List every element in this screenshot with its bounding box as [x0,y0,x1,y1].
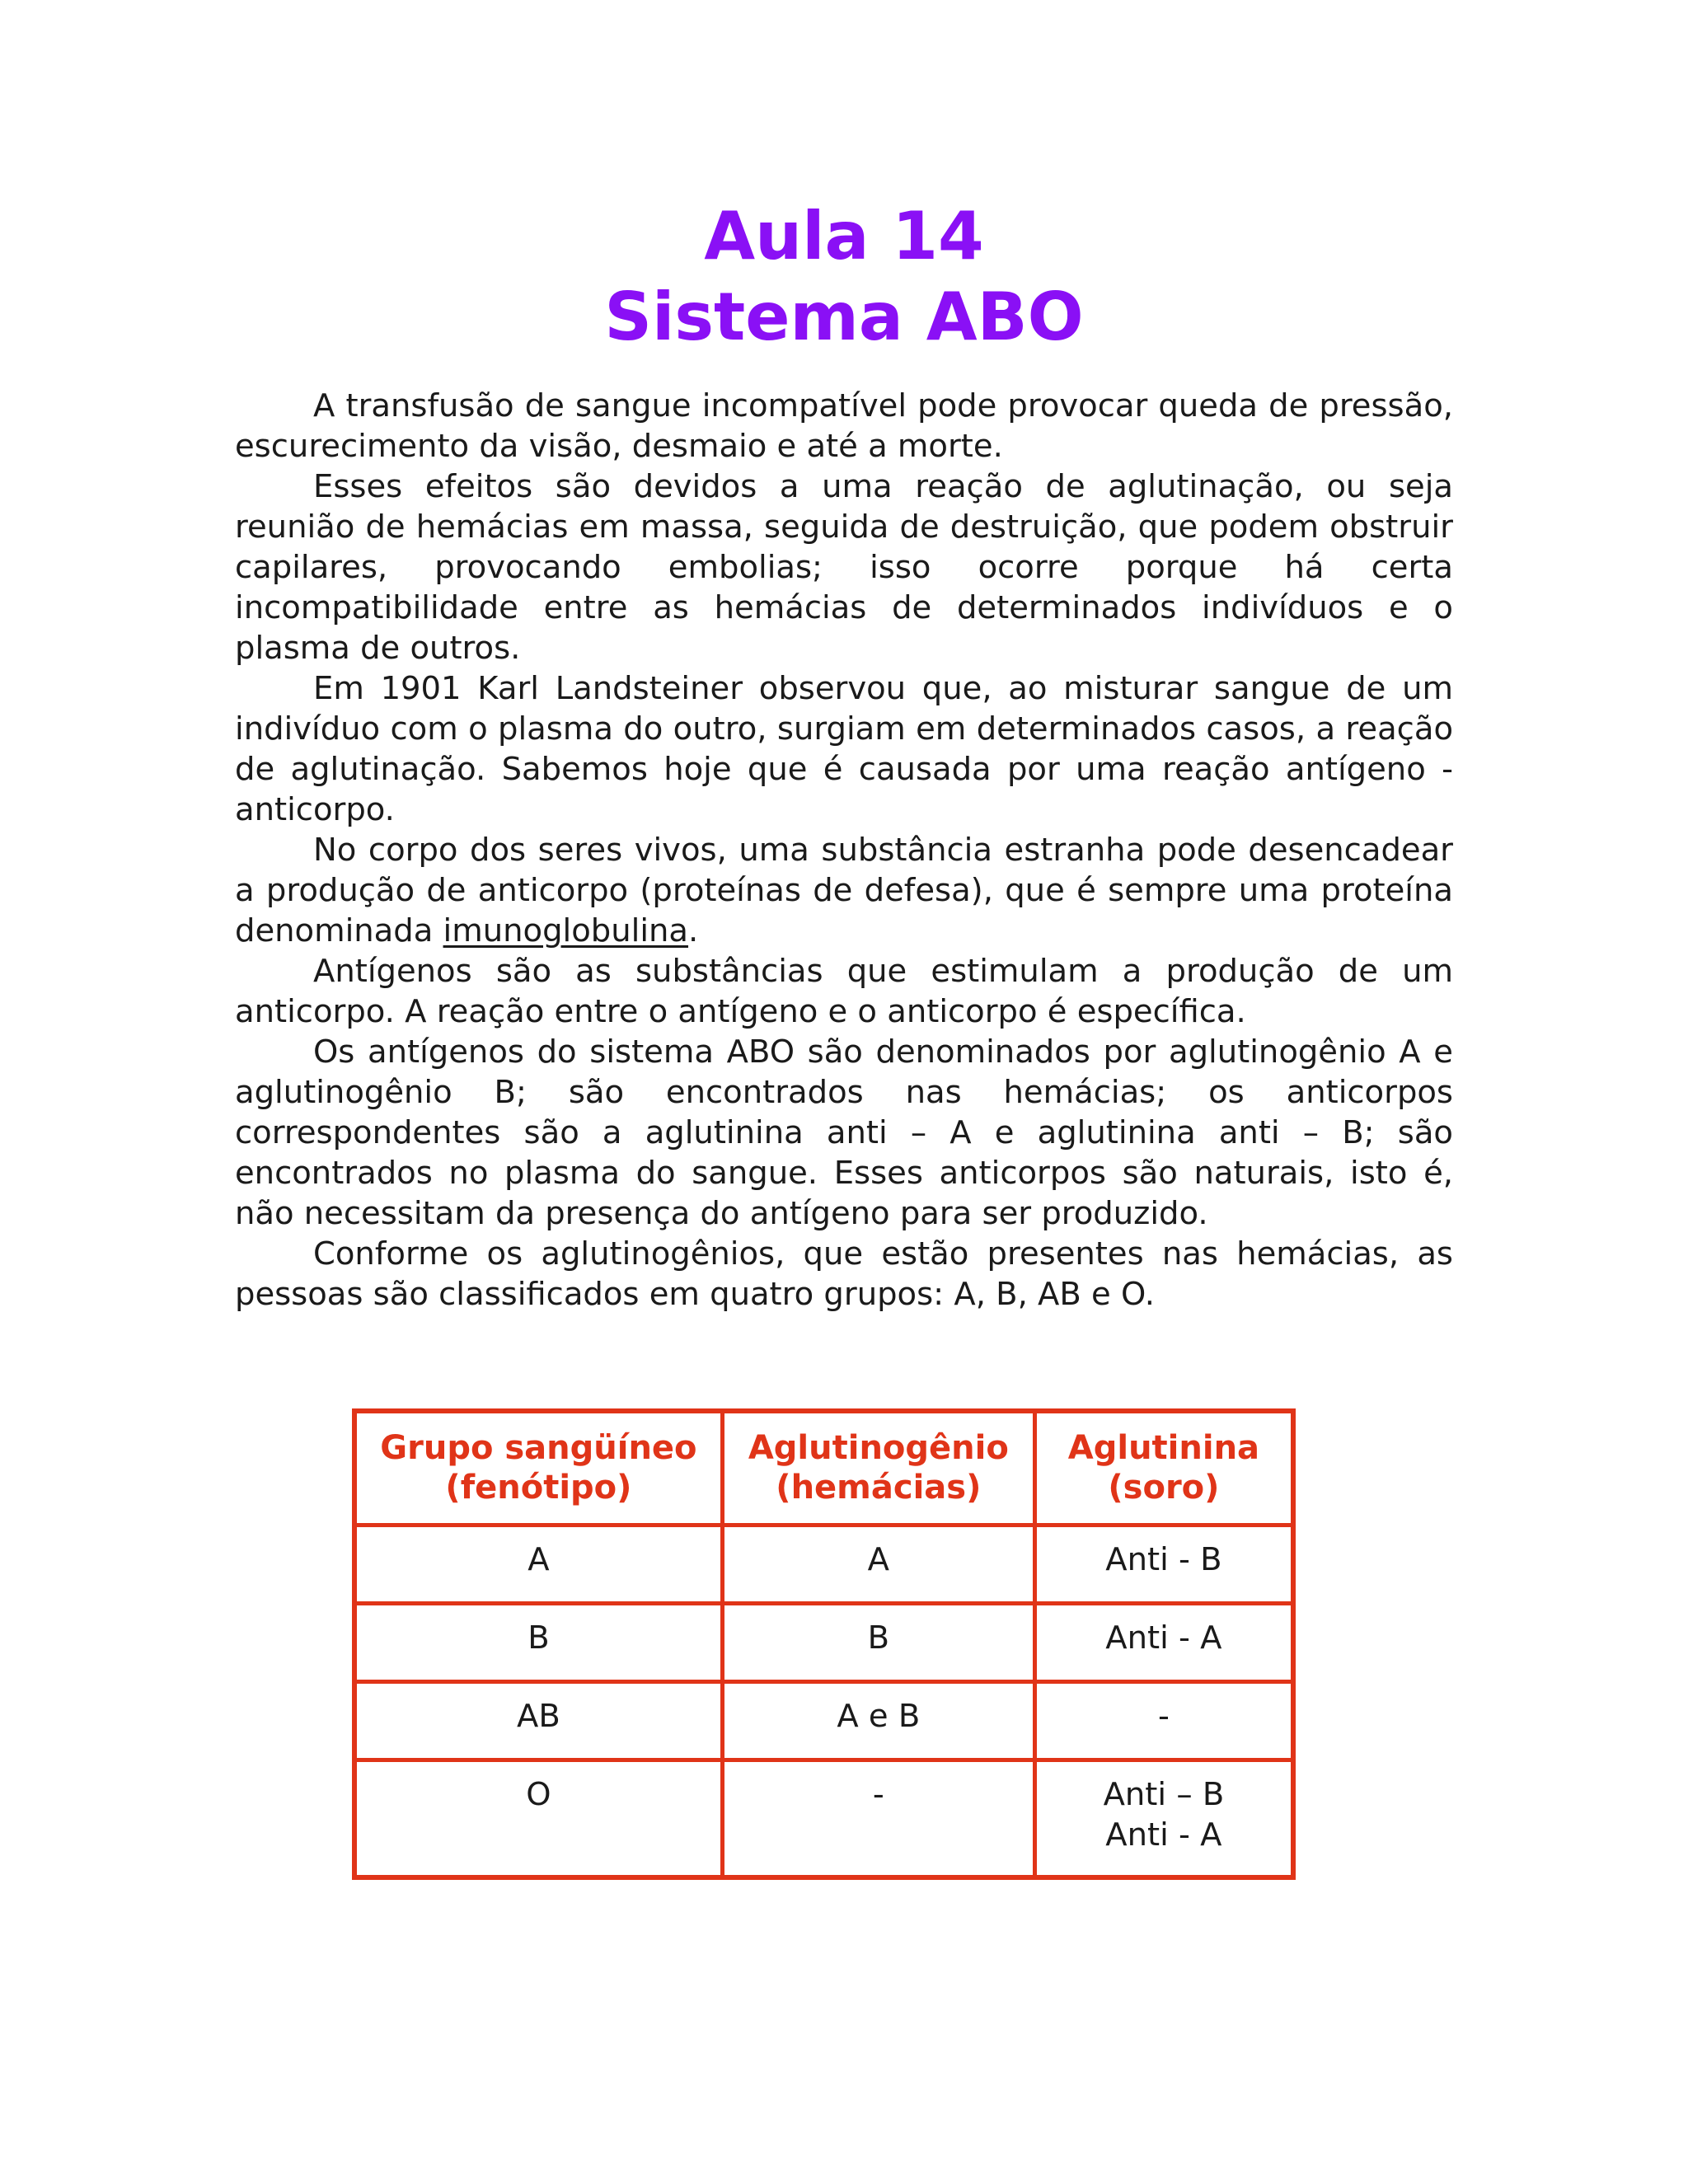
cell-grupo: A [354,1525,722,1603]
paragraph [235,830,1453,951]
body-text [235,386,1453,1315]
imunoglobulina-link[interactable]: imunoglobulina [443,912,689,949]
cell-aglutinina: Anti - A [1034,1603,1293,1681]
cell-grupo: AB [354,1681,722,1760]
cell-aglutinogenio: - [722,1760,1034,1877]
table-row [354,1681,1293,1760]
page-subtitle: Sistema ABO [604,279,1084,355]
cell-grupo: B [354,1603,722,1681]
paragraph: Esses efeitos são devidos a uma reação de aglutinação, ou seja reunião de hemácias em massa, seguida de destruição, que podem obstruir capilares, provocando embolias; isso ocorre porque há certa incompatibilidade entre as hemácias de determinados indivíduos e o plasma de outros. [235,468,1453,667]
header-grupo [354,1411,722,1525]
header-aglutinina [1034,1411,1293,1525]
paragraph: Antígenos são as substâncias que estimulam a produção de um anticorpo. A reação entre o antígeno e o anticorpo é específica. [235,953,1453,1030]
cell-aglutinogenio: A e B [722,1681,1034,1760]
cell-aglutinina [1034,1760,1293,1877]
cell-grupo: O [354,1760,722,1877]
header-sublabel: (fenótipo) [445,1469,632,1507]
cell-aglutinina: Anti - B [1034,1525,1293,1603]
page-title: Aula 14 [704,198,984,274]
cell-line: Anti - A [1105,1816,1222,1854]
header-label: Grupo sangüíneo [380,1429,697,1467]
header-sublabel: (hemácias) [776,1469,982,1507]
header-aglutinogenio [722,1411,1034,1525]
paragraph: Em 1901 Karl Landsteiner observou que, ao misturar sangue de um indivíduo com o plasma do outro, surgiam em determinados casos, a reação de aglutinação. Sabemos hoje que é causada por uma reação antígeno - anticorpo. [235,670,1453,828]
cell-aglutinina: - [1034,1681,1293,1760]
paragraph: A transfusão de sangue incompatível pode provocar queda de pressão, escurecimento da visão, desmaio e até a morte. [235,387,1453,465]
paragraph: Os antígenos do sistema ABO são denominados por aglutinogênio A e aglutinogênio B; são encontrados nas hemácias; os anticorpos correspondentes são a aglutinina anti – A e aglutinina anti – B; são encontrados no plasma do sangue. Esses anticorpos são naturais, isto é, não necessitam da presença do antígeno para ser produzido. [235,1033,1453,1232]
header-label: Aglutinina [1067,1429,1260,1467]
table-header-row [354,1411,1293,1525]
table-row [354,1760,1293,1877]
table-row [354,1603,1293,1681]
paragraph: Conforme os aglutinogênios, que estão presentes nas hemácias, as pessoas são classificados em quatro grupos: A, B, AB e O. [235,1235,1453,1313]
paragraph-text: . [688,912,699,949]
paragraph-text: No corpo dos seres vivos, uma substância estranha pode desencadear a produção de anticorpo (proteínas de defesa), que é sempre uma proteína denominada [235,832,1453,949]
cell-aglutinogenio: A [722,1525,1034,1603]
header-sublabel: (soro) [1108,1469,1220,1507]
table-row [354,1525,1293,1603]
header-label: Aglutinogênio [748,1429,1009,1467]
abo-table [352,1408,1296,1880]
cell-aglutinogenio: B [722,1603,1034,1681]
cell-line: Anti – B [1103,1775,1225,1813]
